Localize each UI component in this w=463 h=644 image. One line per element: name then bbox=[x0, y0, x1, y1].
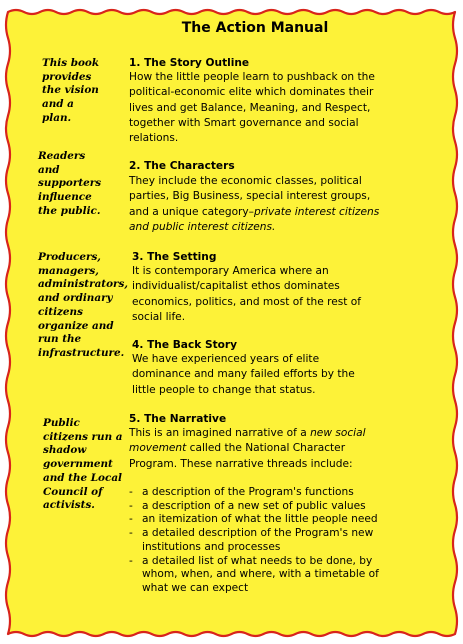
margin-note-vision: This book provides the vision and a plan. bbox=[42, 57, 100, 124]
section-heading-characters: 2. The Characters bbox=[129, 160, 235, 172]
margin-note-producers: Producers, managers, administrators, and ordinary citizens organize and run the infrastructure. bbox=[38, 251, 128, 359]
margin-note-readers: Readers and supporters influence the public. bbox=[38, 150, 102, 217]
margin-note-public-citizens: Public citizens run a shadow government and the Local Council of activists. bbox=[43, 417, 123, 512]
italic-private-interest: private interest citizens bbox=[253, 205, 380, 218]
section-heading-story-outline: 1. The Story Outline bbox=[129, 57, 250, 69]
section-body-characters: They include the economic classes, political parties, Big Business, special interest groups, and a unique category–private interest citizens and public interest citizens. bbox=[129, 175, 380, 233]
page-title: The Action Manual bbox=[181, 20, 329, 36]
section-body-narrative: This is an imagined narrative of a new social movement called the National Character Program. These narrative threads include: bbox=[129, 427, 366, 470]
section-body-story-outline: How the little people learn to pushback on the political-economic elite which dominates their lives and get Balance, Meaning, and Respect, together with Smart governance and social relations. bbox=[129, 71, 375, 145]
section-heading-back-story: 4. The Back Story bbox=[132, 339, 238, 351]
list-item: - a description of a new set of public values bbox=[129, 499, 366, 512]
list-item: - an itemization of what the little people need bbox=[129, 513, 378, 526]
narrative-bullet-list bbox=[129, 486, 379, 596]
section-body-setting: It is contemporary America where an individualist/capitalist ethos dominates economics, politics, and most of the rest of social life. bbox=[132, 265, 361, 323]
section-heading-narrative: 5. The Narrative bbox=[129, 413, 227, 425]
list-item: - a description of the Program's functions bbox=[129, 486, 354, 498]
section-heading-setting: 3. The Setting bbox=[132, 251, 217, 263]
italic-public-interest: and public interest citizens. bbox=[129, 220, 276, 233]
section-body-back-story: We have experienced years of elite dominance and many failed efforts by the little people to change that status. bbox=[132, 353, 355, 396]
list-item: - a detailed description of the Program's new institutions and processes bbox=[129, 527, 374, 553]
list-item: - a detailed list of what needs to be done, by whom, when, and where, with a timetable of what we can expect bbox=[129, 554, 379, 594]
